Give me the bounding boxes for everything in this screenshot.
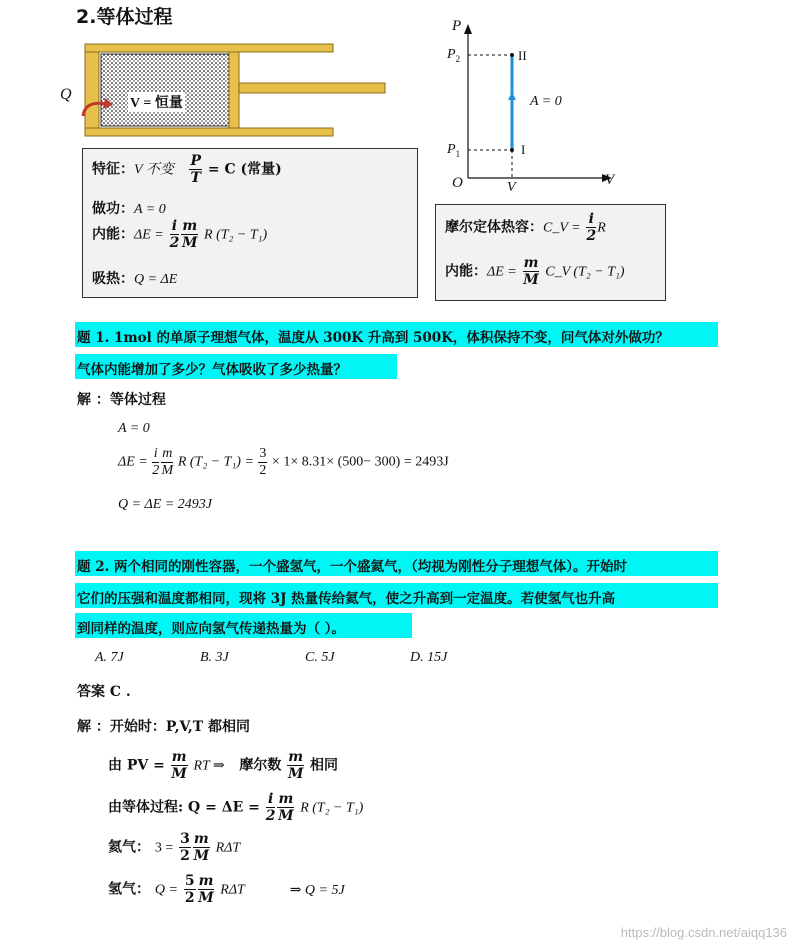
problem1-line1: 题 1. 1mol 的单原子理想气体，温度从 300K 升高到 500K，体积保持不变，问气体对外做功？ bbox=[77, 330, 669, 346]
problem1-eq3: Q = ΔE = 2493J bbox=[118, 497, 212, 512]
problem2-line2: 它们的压强和温度都相同，现将 3J 热量传给氦气，使之升高到一定温度。若使氢气也升高 bbox=[77, 591, 616, 607]
v-tick-label: V bbox=[507, 180, 516, 195]
piston-rod bbox=[239, 83, 385, 93]
p1-label: $P_1$ bbox=[447, 142, 461, 159]
problem2-step3: 氦气： 3 = $\frac{3}{2}$ $\frac{m}{M}$ RΔT bbox=[108, 831, 241, 864]
piston-head bbox=[229, 52, 239, 128]
piston-diagram bbox=[55, 38, 395, 143]
problem2-solution-label: 解 ：开始时：P,V,T 都相同 bbox=[77, 719, 251, 735]
problem2-line3: 到同样的温度，则应向氢气传递热量为（ ）。 bbox=[77, 621, 345, 637]
option-c: C. 5J bbox=[305, 650, 335, 665]
problem1-eq1: A = 0 bbox=[118, 421, 150, 436]
molar-energy-row: 内能：ΔE = $\frac{m}{M}$ C_V (T₂ − T₁) bbox=[445, 255, 625, 288]
p-axis-label: P bbox=[452, 18, 462, 34]
p2-label: $P_2$ bbox=[447, 47, 461, 64]
energy-row: 内能：ΔE = $\frac{i}{2}$ $\frac{m}{M}$ R (T₂ − T₁) bbox=[92, 218, 268, 251]
problem2-step1: 由 PV = $\frac{m}{M}$ RT ⇒ 摩尔数 $\frac{m}{M}$ 相同 bbox=[108, 749, 338, 782]
section-title: 2.等体过程 bbox=[76, 6, 173, 28]
state-i-label: I bbox=[521, 142, 526, 157]
heat-q-label: Q bbox=[60, 86, 72, 103]
v-axis-label: V bbox=[605, 172, 615, 188]
work-zero-label: A = 0 bbox=[530, 94, 562, 109]
cylinder-top-wall bbox=[85, 44, 333, 52]
cv-row: 摩尔定体热容：C_V = $\frac{i}{2}$ R bbox=[445, 211, 606, 244]
volume-label: V = 恒量 bbox=[128, 92, 185, 112]
pv-graph bbox=[440, 20, 630, 200]
problem1-line2: 气体内能增加了多少？气体吸收了多少热量？ bbox=[77, 362, 347, 378]
work-row: 做功：A = 0 bbox=[92, 201, 166, 217]
problem2-answer: 答案 C . bbox=[77, 684, 131, 700]
cylinder-bottom-wall bbox=[85, 128, 333, 136]
problem2-line1: 题 2. 两个相同的刚性容器，一个盛氢气，一个盛氦气，（均视为刚性分子理想气体）。开始时 bbox=[77, 559, 627, 575]
option-d: D. 15J bbox=[410, 650, 448, 665]
feature-row: 特征：V 不变 $\frac{P}{T}$ = C (常量) bbox=[92, 153, 282, 186]
cylinder-left-wall bbox=[85, 52, 99, 128]
heat-row: 吸热：Q = ΔE bbox=[92, 271, 178, 287]
state-ii-label: II bbox=[518, 48, 527, 63]
problem2-step2: 由等体过程: Q = ΔE = $\frac{i}{2}$ $\frac{m}{M}$ R (T₂ − T₁) bbox=[108, 791, 364, 824]
option-a: A. 7J bbox=[95, 650, 124, 665]
watermark: https://blog.csdn.net/aiqq136 bbox=[620, 925, 787, 940]
problem2-step4: 氢气： Q = $\frac{5}{2}$ $\frac{m}{M}$ RΔT ⇒ Q = 5J bbox=[108, 873, 345, 906]
origin-label: O bbox=[452, 175, 463, 191]
problem1-eq2: ΔE = $\frac{i}{2}$ $\frac{m}{M}$ R (T₂ − T₁) = $\frac{3}{2}$ × 1× 8.31× (500− 300) = 2493J bbox=[118, 446, 449, 478]
gas-region bbox=[101, 54, 229, 126]
problem1-solution-label: 解 ：等体过程 bbox=[77, 392, 166, 408]
option-b: B. 3J bbox=[200, 650, 229, 665]
